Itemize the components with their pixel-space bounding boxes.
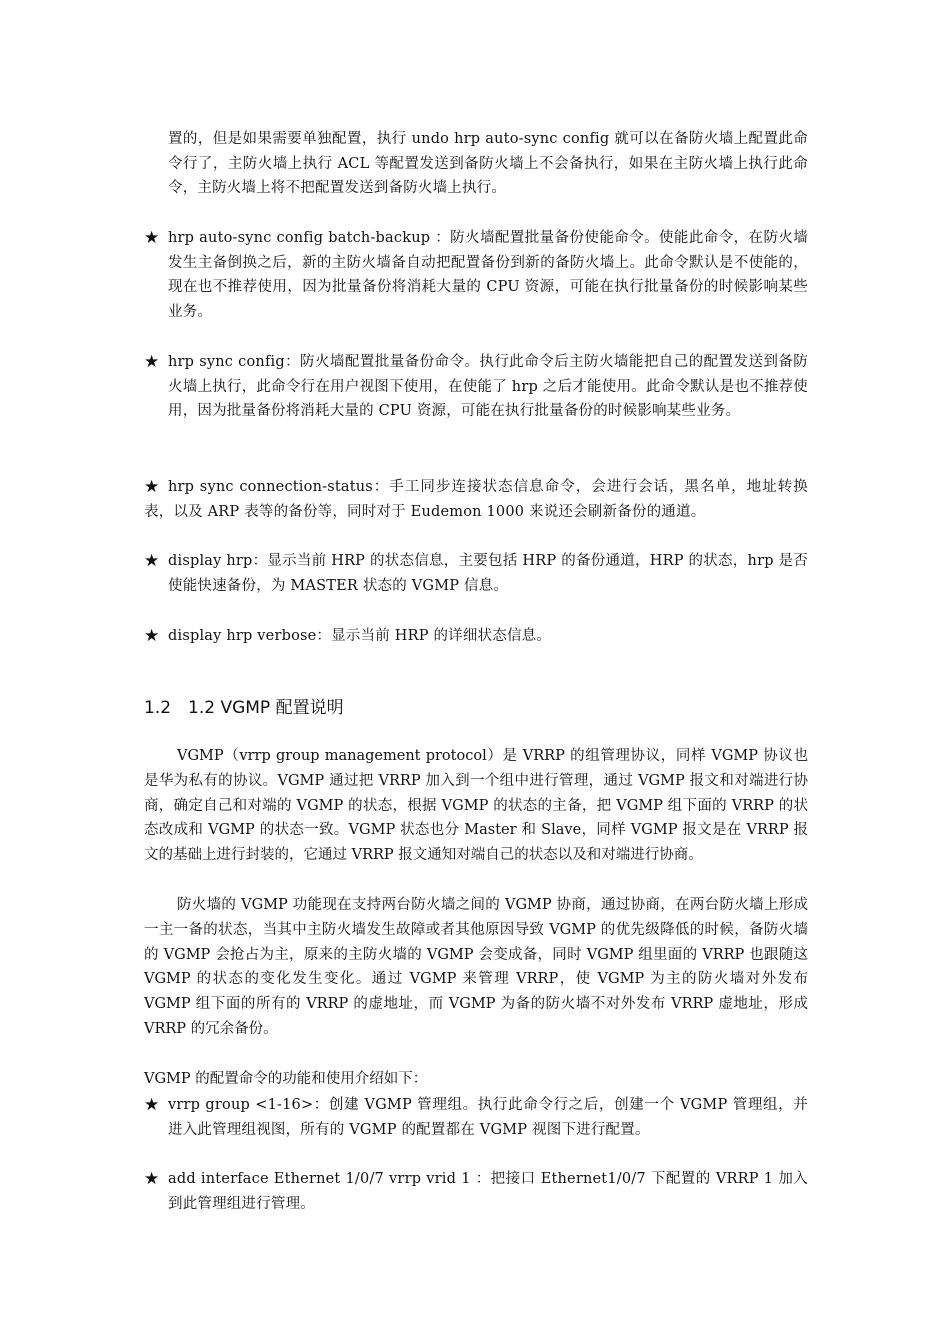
bullet-hrp-sync-connection-status: hrp sync connection-status：手工同步连接状态信息命令，会进行会话，黑名单，地址转换表，以及 ARP 表等的备份等，同时对于 Eudemon 1000 来说还会刷新备份的通道。	[144, 479, 808, 520]
bullet-hrp-auto-sync-batch-backup: hrp auto-sync config batch-backup ：防火墙配置批量备份使能命令。使能此命令，在防火墙发生主备倒换之后，新的主防火墙备自动把配置备份到新的备防火墙上。此命令默认是不使能的，现在也不推荐使用，因为批量备份将消耗大量的 CPU 资源，可能在执行批量备份的时候影响某些业务。	[168, 230, 808, 320]
star-bullet-icon: ★	[144, 352, 160, 372]
continuation-paragraph: 置的，但是如果需要单独配置，执行 undo hrp auto-sync config 就可以在备防火墙上配置此命令行了，主防火墙上执行 ACL 等配置发送到备防火墙上不会备执行，如果在主防火墙上执行此命令，主防火墙上将不把配置发送到备防火墙上执行。	[168, 131, 808, 196]
star-bullet-icon: ★	[144, 228, 160, 248]
vgmp-function-paragraph: 防火墙的 VGMP 功能现在支持两台防火墙之间的 VGMP 协商，通过协商，在两台防火墙上形成一主一备的状态，当其中主防火墙发生故障或者其他原因导致 VGMP 的优先级降低的时候，备防火墙的 VGMP 会抢占为主，原来的主防火墙的 VGMP 会变成备，同时 VGMP 组里面的 VRRP 也跟随这 VGMP 的状态的变化发生变化。通过 VGMP 来管理 VRRP，使 VGMP 为主的防火墙对外发布 VGMP 组下面的所有的 VRRP 的虚地址，而 VGMP 为备的防火墙不对外发布 VRRP 虚地址，形成 VRRP 的冗余备份。	[144, 897, 808, 1037]
star-bullet-icon: ★	[144, 1169, 160, 1189]
section-heading	[144, 696, 808, 720]
star-bullet-icon: ★	[144, 477, 160, 497]
bullet-display-hrp: display hrp：显示当前 HRP 的状态信息，主要包括 HRP 的备份通道，HRP 的状态，hrp 是否使能快速备份，为 MASTER 状态的 VGMP 信息。	[168, 553, 808, 594]
section-title: 1.2 VGMP 配置说明	[188, 698, 344, 718]
vgmp-commands-intro: VGMP 的配置命令的功能和使用介绍如下：	[144, 1071, 428, 1087]
bullet-vrrp-group: vrrp group <1-16>：创建 VGMP 管理组。执行此命令行之后，创建一个 VGMP 管理组，并进入此管理组视图，所有的 VGMP 的配置都在 VGMP 视图下进行配置。	[168, 1097, 808, 1138]
bullet-hrp-sync-config: hrp sync config：防火墙配置批量备份命令。执行此命令后主防火墙能把自己的配置发送到备防火墙上执行，此命令行在用户视图下使用，在使能了 hrp 之后才能使用。此命令默认是也不推荐使用，因为批量备份将消耗大量的 CPU 资源，可能在执行批量备份的时候影响某些业务。	[168, 354, 808, 419]
star-bullet-icon: ★	[144, 551, 160, 571]
star-bullet-icon: ★	[144, 1095, 160, 1115]
vgmp-intro-paragraph: VGMP（vrrp group management protocol）是 VRRP 的组管理协议，同样 VGMP 协议也是华为私有的协议。VGMP 通过把 VRRP 加入到一个组中进行管理，通过 VGMP 报文和对端进行协商，确定自己和对端的 VGMP 的状态，根据 VGMP 的状态的主备，把 VGMP 组下面的 VRRP 的状态改成和 VGMP 的状态一致。VGMP 状态也分 Master 和 Slave，同样 VGMP 报文是在 VRRP 报文的基础上进行封装的，它通过 VRRP 报文通知对端自己的状态以及和对端进行协商。	[144, 748, 808, 864]
section-number: 1.2	[144, 698, 172, 718]
bullet-add-interface: add interface Ethernet 1/0/7 vrrp vrid 1 ：把接口 Ethernet1/0/7 下配置的 VRRP 1 加入到此管理组进行管理。	[168, 1171, 808, 1212]
star-bullet-icon: ★	[144, 626, 160, 646]
bullet-display-hrp-verbose: display hrp verbose：显示当前 HRP 的详细状态信息。	[168, 628, 552, 644]
